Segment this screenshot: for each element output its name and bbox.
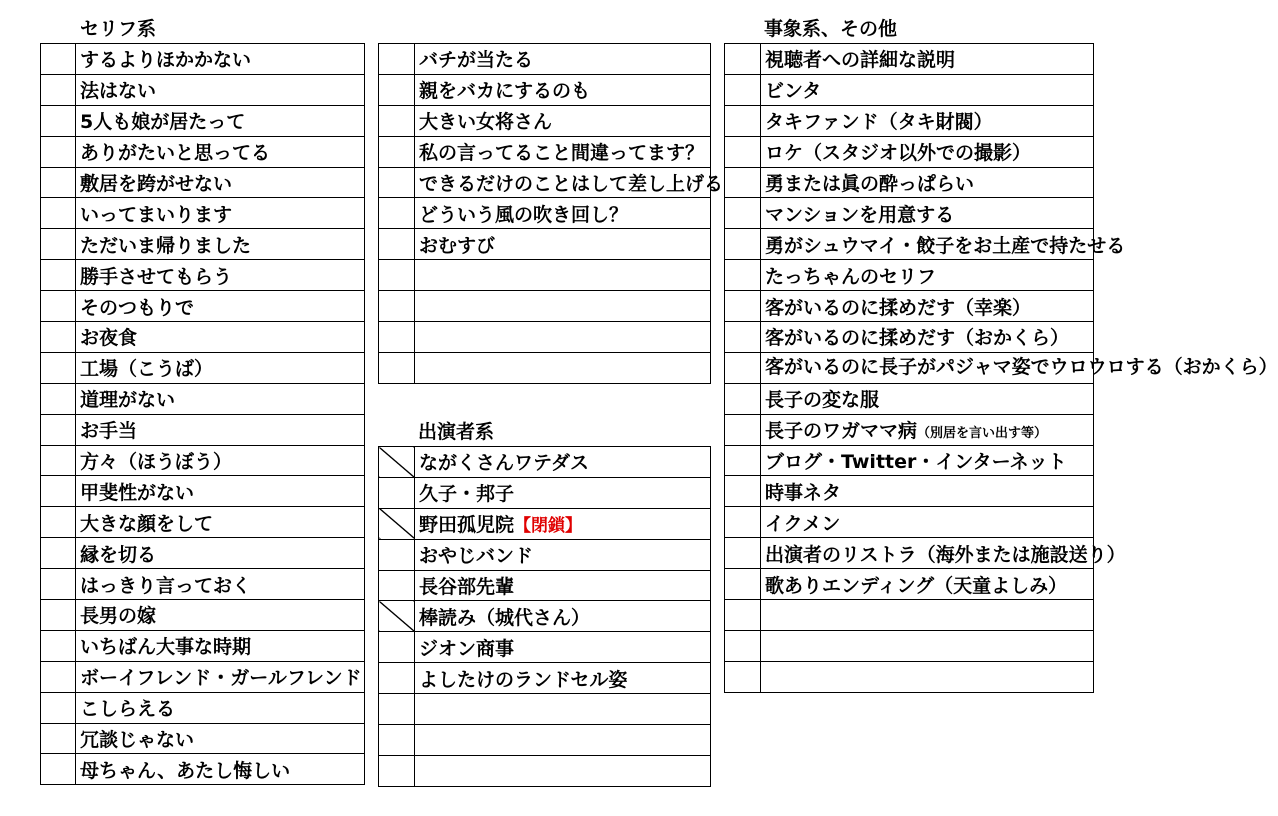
serif-item: 母ちゃん、あたし悔しい [76,754,365,785]
cast-item-label: 野田孤児院 [419,514,515,537]
event-item: 出演者のリストラ（海外または施設送り） [761,538,1094,569]
serif-item: いってまいります [76,198,365,229]
table-row [379,260,711,291]
table-row [725,507,1094,538]
cast-table [378,446,711,787]
checkbox-cell[interactable] [725,105,761,136]
checkbox-cell[interactable] [379,539,415,570]
table-row [379,74,711,105]
table-row [379,322,711,353]
event-item: イクメン [761,507,1094,538]
table-row [379,570,711,601]
event-item: 歌ありエンディング（天童よしみ） [761,569,1094,600]
table-row [379,755,711,786]
serif-item: 長男の嫁 [76,600,365,631]
checkbox-cell[interactable] [41,600,76,631]
table-row [41,630,365,661]
events-heading: 事象系、その他 [764,18,898,40]
cast-heading: 出演者系 [418,421,495,443]
event-item: 勇または眞の酔っぱらい [761,167,1094,198]
checkbox-cell[interactable] [725,198,761,229]
event-item: ロケ（スタジオ以外での撮影） [761,136,1094,167]
checkbox-cell[interactable] [725,291,761,322]
event-item: 勇がシュウマイ・餃子をお土産で持たせる [761,229,1094,260]
serif-item: はっきり言っておく [76,569,365,600]
checkbox-cell[interactable] [725,352,761,383]
event-item [761,600,1094,631]
serif2-table [378,43,724,384]
table-row [725,167,1094,198]
checkbox-cell[interactable] [41,538,76,569]
checkbox-cell[interactable] [379,136,415,167]
table-row [41,260,365,291]
checkbox-cell[interactable] [379,663,415,694]
table-row [725,352,1094,383]
table-row [41,383,365,414]
table-row [725,538,1094,569]
table-row [725,569,1094,600]
event-item: 時事ネタ [761,476,1094,507]
table-row [725,322,1094,353]
cast-item [415,694,711,725]
checkbox-cell[interactable] [41,445,76,476]
table-row [725,476,1094,507]
serif-item: 5人も娘が居たって [76,105,365,136]
table-row [725,414,1094,445]
cast-item-closed [415,508,711,539]
checkbox-cell[interactable] [725,538,761,569]
serif-item: 道理がない [76,383,365,414]
serif-item: ただいま帰りました [76,229,365,260]
table-row [41,198,365,229]
cast-item: よしたけのランドセル姿 [415,663,711,694]
table-row [725,630,1094,661]
table-row [41,229,365,260]
serif-heading: セリフ系 [80,18,157,40]
event-item [761,661,1094,692]
checkbox-cell[interactable] [41,291,76,322]
serif2-item: 親をバカにするのも [415,74,711,105]
table-row [41,723,365,754]
cast-item: 久子・邦子 [415,477,711,508]
checkbox-cell[interactable] [41,322,76,353]
checkbox-cell[interactable] [725,260,761,291]
serif2-item: 大きい女将さん [415,105,711,136]
checked-slash-mark[interactable] [379,601,415,632]
serif2-item [415,291,711,322]
serif-item: 大きな顔をして [76,507,365,538]
checkbox-cell[interactable] [379,725,415,756]
event-item: タキファンド（タキ財閥） [761,105,1094,136]
checkbox-cell[interactable] [41,723,76,754]
table-row [41,692,365,723]
table-row [41,44,365,75]
table-row [379,352,711,383]
table-row [41,754,365,785]
table-row [725,198,1094,229]
table-row [379,601,711,632]
serif-item: 法はない [76,74,365,105]
table-row [41,538,365,569]
checked-slash-mark[interactable] [379,508,415,539]
table-row [379,229,711,260]
checkbox-cell[interactable] [41,569,76,600]
checkbox-cell[interactable] [725,507,761,538]
checkbox-cell[interactable] [41,260,76,291]
checkbox-cell[interactable] [725,445,761,476]
table-row [41,352,365,383]
checkbox-cell[interactable] [379,198,415,229]
checkbox-cell[interactable] [379,352,415,383]
table-row [379,663,711,694]
table-row [379,105,711,136]
checkbox-cell[interactable] [379,229,415,260]
checkbox-cell[interactable] [41,383,76,414]
table-row [41,136,365,167]
checkbox-cell[interactable] [379,44,415,75]
event-item: 視聴者への詳細な説明 [761,44,1094,75]
table-row [725,445,1094,476]
serif2-item [415,352,711,383]
serif-item: 甲斐性がない [76,476,365,507]
checkbox-cell[interactable] [379,694,415,725]
checkbox-cell[interactable] [379,570,415,601]
table-row [41,105,365,136]
checkbox-cell[interactable] [379,755,415,786]
event-item-with-note [761,414,1094,445]
table-row [379,447,711,478]
serif-item: ありがたいと思ってる [76,136,365,167]
checkbox-cell[interactable] [379,477,415,508]
checkbox-cell[interactable] [379,291,415,322]
checkbox-cell[interactable] [725,136,761,167]
checkbox-cell[interactable] [725,661,761,692]
serif2-item: バチが当たる [415,44,711,75]
checkbox-cell[interactable] [41,661,76,692]
table-row [725,291,1094,322]
cast-item: 棒読み（城代さん） [415,601,711,632]
table-row [725,105,1094,136]
serif2-item: おむすび [415,229,711,260]
event-item: たっちゃんのセリフ [761,260,1094,291]
table-row [725,229,1094,260]
table-row [41,507,365,538]
checkbox-cell[interactable] [41,692,76,723]
checkbox-cell[interactable] [379,632,415,663]
serif-item: 冗談じゃない [76,723,365,754]
table-row [41,569,365,600]
cast-item: 長谷部先輩 [415,570,711,601]
table-row [41,74,365,105]
checkbox-cell[interactable] [379,322,415,353]
table-row [725,383,1094,414]
checkbox-cell[interactable] [41,136,76,167]
checkbox-cell[interactable] [725,74,761,105]
serif2-item: できるだけのことはして差し上げる [415,167,711,198]
event-item: マンションを用意する [761,198,1094,229]
checkbox-cell[interactable] [41,74,76,105]
checkbox-cell[interactable] [41,476,76,507]
table-row [379,539,711,570]
checkbox-cell[interactable] [41,167,76,198]
table-row [41,661,365,692]
closed-tag: 【閉鎖】 [514,516,583,537]
checkbox-cell[interactable] [41,105,76,136]
serif-item: お手当 [76,414,365,445]
table-row [379,44,711,75]
serif-item: そのつもりで [76,291,365,322]
serif-item: 勝手させてもらう [76,260,365,291]
table-row [379,725,711,756]
cast-item [415,755,711,786]
event-item-label: 長子のワガママ病 [765,420,918,443]
table-row [725,74,1094,105]
checkbox-cell[interactable] [379,260,415,291]
table-row [41,167,365,198]
checkbox-cell[interactable] [725,167,761,198]
serif-item: ボーイフレンド・ガールフレンド [76,661,365,692]
serif2-item [415,260,711,291]
table-row [379,291,711,322]
serif-item: 工場（こうば） [76,352,365,383]
checked-slash-mark[interactable] [379,447,415,478]
cast-item: ジオン商事 [415,632,711,663]
table-row [379,508,711,539]
table-row [41,322,365,353]
events-table [724,43,1278,693]
checkbox-cell[interactable] [725,476,761,507]
cast-item: おやじバンド [415,539,711,570]
event-item: 長子の変な服 [761,383,1094,414]
checkbox-cell[interactable] [41,630,76,661]
event-item-note: （別居を言い出す等） [917,426,1048,442]
table-row [379,632,711,663]
table-row [725,136,1094,167]
table-row [379,167,711,198]
serif-item: 方々（ほうぼう） [76,445,365,476]
checkbox-cell[interactable] [379,105,415,136]
cast-item: ながくさんワテダス [415,447,711,478]
event-item: 客がいるのに長子がパジャマ姿でウロウロする（おかくら） [761,352,1094,383]
serif-item: 敷居を跨がせない [76,167,365,198]
event-item: 客がいるのに揉めだす（おかくら） [761,322,1094,353]
table-row [41,476,365,507]
table-row [725,44,1094,75]
table-row [379,198,711,229]
checkbox-cell[interactable] [379,74,415,105]
event-item: ビンタ [761,74,1094,105]
serif2-item [415,322,711,353]
serif2-item: どういう風の吹き回し？ [415,198,711,229]
table-row [725,600,1094,631]
checkbox-cell[interactable] [41,507,76,538]
serif2-item: 私の言ってること間違ってます？ [415,136,711,167]
checkbox-cell[interactable] [41,198,76,229]
checkbox-cell[interactable] [41,352,76,383]
checkbox-cell[interactable] [725,322,761,353]
checkbox-cell[interactable] [41,414,76,445]
event-item: ブログ・Twitter・インターネット [761,445,1094,476]
checkbox-cell[interactable] [41,754,76,785]
serif-item: こしらえる [76,692,365,723]
serif-item: お夜食 [76,322,365,353]
checkbox-cell[interactable] [41,229,76,260]
checkbox-cell[interactable] [725,600,761,631]
checkbox-cell[interactable] [725,414,761,445]
table-row [41,445,365,476]
table-row [379,694,711,725]
checkbox-cell[interactable] [725,630,761,661]
table-row [41,414,365,445]
event-item: 客がいるのに揉めだす（幸楽） [761,291,1094,322]
serif-table [40,43,365,785]
checkbox-cell[interactable] [725,44,761,75]
serif-item: するよりほかかない [76,44,365,75]
checkbox-cell[interactable] [379,167,415,198]
event-item [761,630,1094,661]
table-row [41,291,365,322]
table-row [725,661,1094,692]
checkbox-cell[interactable] [41,44,76,75]
serif-item: 縁を切る [76,538,365,569]
cast-item [415,725,711,756]
checkbox-cell[interactable] [725,383,761,414]
checkbox-cell[interactable] [725,229,761,260]
table-row [41,600,365,631]
table-row [725,260,1094,291]
table-row [379,136,711,167]
table-row [379,477,711,508]
checkbox-cell[interactable] [725,569,761,600]
serif-item: いちばん大事な時期 [76,630,365,661]
